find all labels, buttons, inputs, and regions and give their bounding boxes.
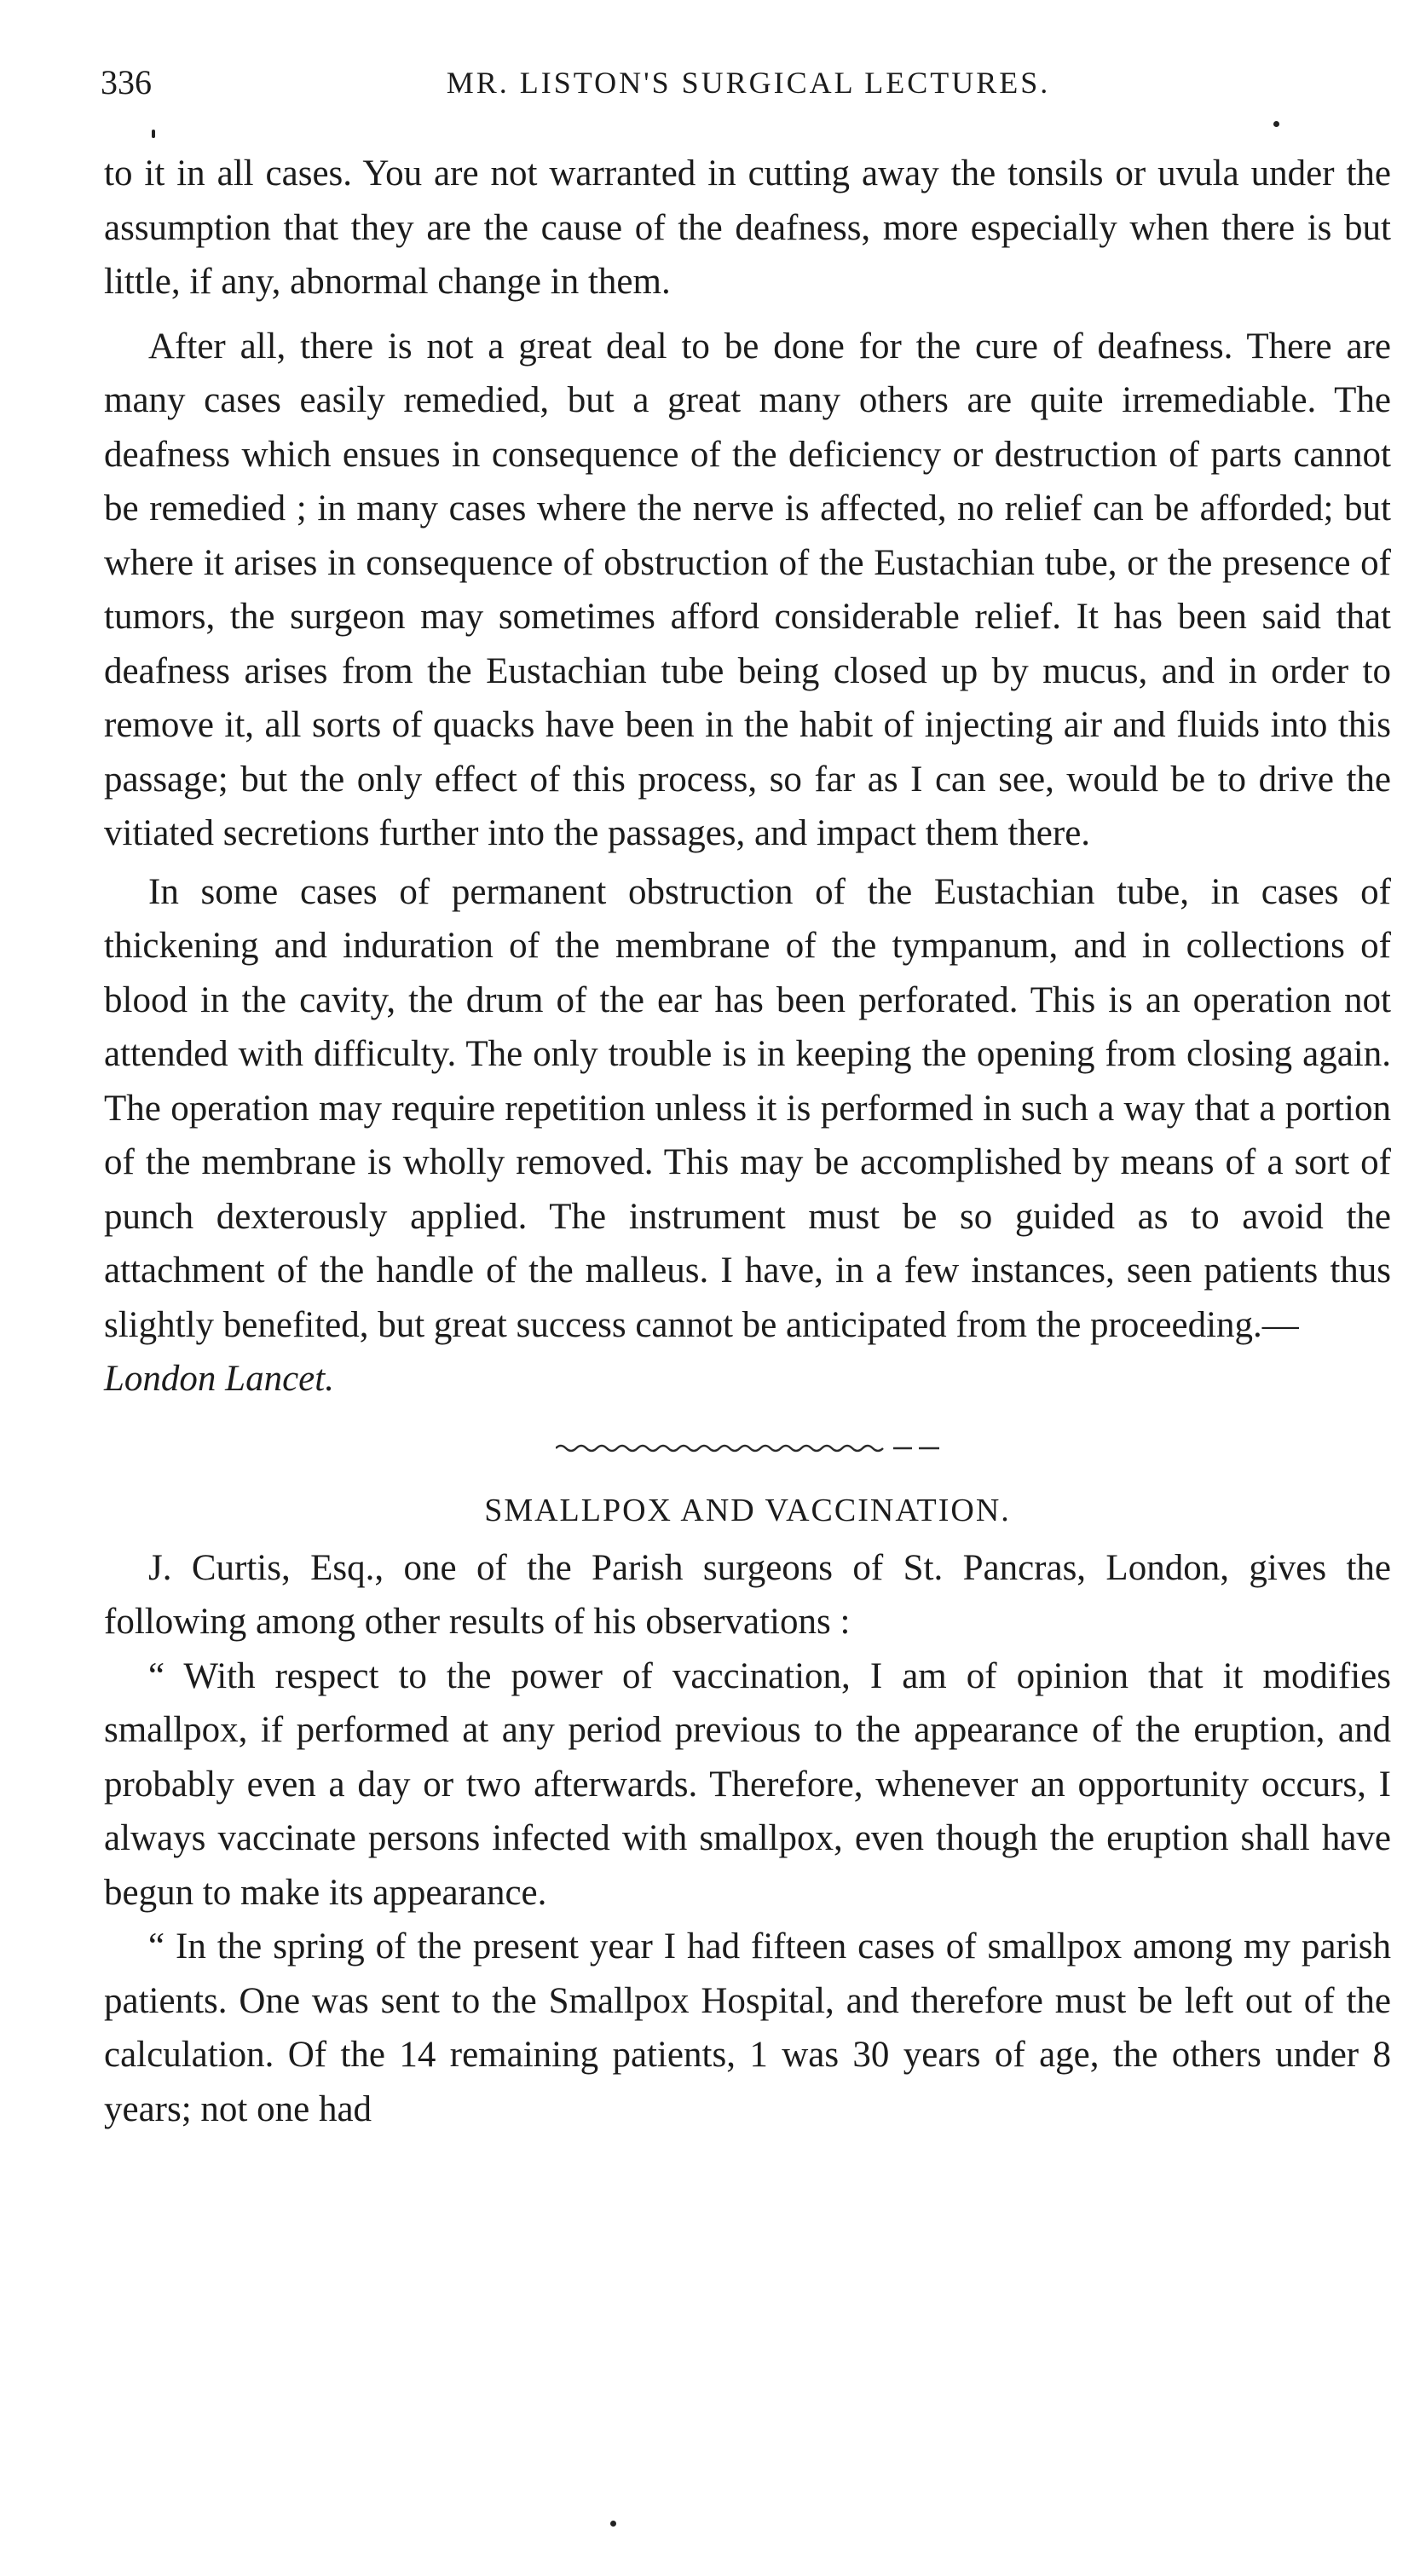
- source-citation: London Lancet.: [104, 1359, 334, 1399]
- section-divider-ornament: [556, 1441, 939, 1456]
- print-speck: [1273, 121, 1279, 127]
- paragraph-deafness-cure: After all, there is not a great deal to be done for the cure of deafness. There are many cases easily remedied, but a great many others are quite irremediable. The deafness which ensues in consequence of the deficiency or destruction of parts cannot be remedied ; in many cases where the nerve is affected, no relief can be afforded; but where it arises in consequence of obstruction of the Eustachian tube, or the presence of tumors, the surgeon may sometimes afford considerable relief. It has been said that deafness arises from the Eustachian tube being closed up by mucus, and in order to remove it, all sorts of quacks have been in the habit of injecting air and fluids into this passage; but the only effect of this process, so far as I can see, would be to drive the vitiated secretions further into the passages, and impact them there.: [104, 326, 1391, 853]
- paragraph-vaccination-quote: “ With respect to the power of vaccination, I am of opinion that it modifies smallpox, if performed at any period previous to the appearance of the eruption, and probably even a day or two afterwards. Therefore, whenever an opportunity occurs, I always vaccinate persons infected with smallpox, even though the eruption shall have begun to make its appearance.: [104, 1655, 1391, 1913]
- page-header: [101, 53, 1396, 113]
- paragraph-spring-cases: “ In the spring of the present year I had fifteen cases of smallpox among my parish patients. One was sent to the Smallpox Hospital, and therefore must be left out of the calculation. Of the 14 remaining patients, 1 was 30 years of age, the others under 8 years; not one had: [104, 1926, 1391, 2129]
- page-number: 336: [101, 63, 152, 101]
- paragraph-curtis-intro: J. Curtis, Esq., one of the Parish surgeons of St. Pancras, London, gives the following among other results of his observations :: [104, 1547, 1391, 1642]
- page-body: [104, 147, 1391, 2136]
- print-speck: [152, 130, 155, 138]
- print-speck: [610, 2521, 616, 2527]
- running-head: MR. LISTON'S SURGICAL LECTURES.: [446, 66, 1051, 100]
- paragraph-eustachian-obstruction: In some cases of permanent obstruction of the Eustachian tube, in cases of thickening and induration of the membrane of the tympanum, and in collections of blood in the cavity, the drum of the ear has been perforated. This is an operation not attended with difficulty. The only trouble is in keeping the opening from closing again. The operation may require repetition unless it is performed in such a way that a portion of the membrane is wholly removed. This may be accomplished by means of a sort of punch dexterously applied. The instrument must be so guided as to avoid the attachment of the handle of the malleus. I have, in a few instances, seen patients thus slightly benefited, but great success cannot be anticipated from the proceeding.—: [104, 871, 1391, 1345]
- section-title: SMALLPOX AND VACCINATION.: [484, 1492, 1011, 1528]
- paragraph-tonsils: to it in all cases. You are not warranted in cutting away the tonsils or uvula under the assumption that they are the cause of the deafness, more especially when there is but little, if any, abnormal change in them.: [104, 153, 1391, 302]
